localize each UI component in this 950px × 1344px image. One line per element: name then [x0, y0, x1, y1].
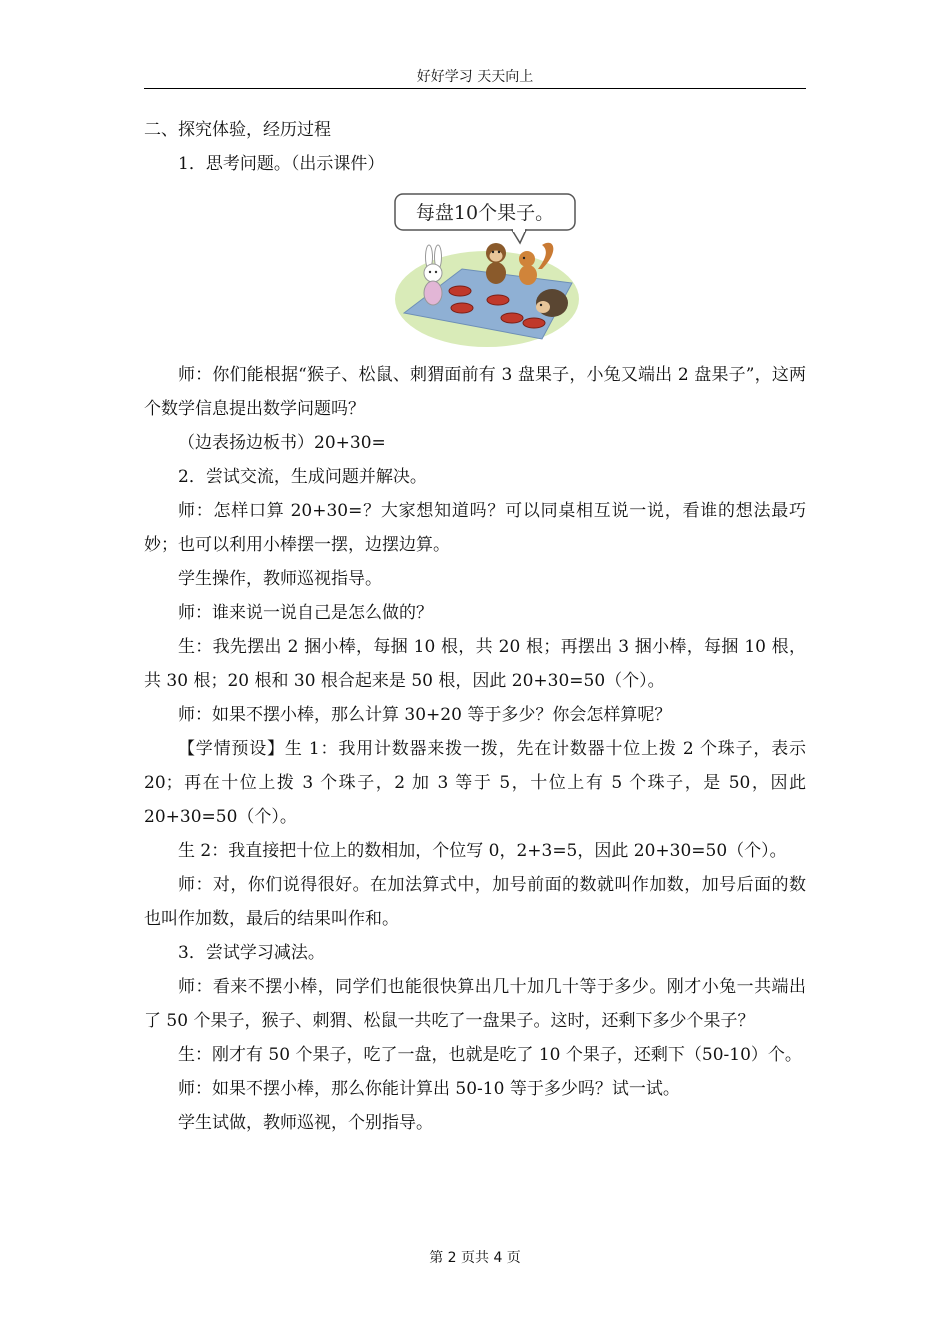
paragraph: 师：如果不摆小棒，那么你能计算出 50-10 等于多少吗？试一试。: [178, 1079, 680, 1099]
page-header: 好好学习 天天向上: [416, 69, 534, 85]
fruit-plate: [451, 303, 473, 313]
fruit-plate: [487, 295, 509, 305]
paragraph: 【学情预设】生 1：我用计数器来拨一拨，先在计数器十位上拨 2 个珠子，表示 20；再在十位上拨 3 个珠子，2 加 3 等于 5，十位上有 5 个珠子，是 50，因此 20+30=50（个）。: [144, 739, 806, 827]
rabbit-figure: [424, 245, 442, 305]
paragraph: 3．尝试学习减法。: [178, 943, 325, 963]
header-rule: [144, 88, 806, 89]
paragraph: 师：怎样口算 20+30=？大家想知道吗？可以同桌相互说一说，看谁的想法最巧妙；也可以利用小棒摆一摆，边摆边算。: [144, 501, 806, 555]
paragraph: 师：如果不摆小棒，那么计算 30+20 等于多少？你会怎样算呢？: [178, 705, 672, 725]
paragraph: 生 2：我直接把十位上的数相加，个位写 0，2+3=5，因此 20+30=50（个）。: [178, 841, 787, 861]
page-footer: 第 2 页共 4 页: [429, 1250, 521, 1266]
paragraph: 师：看来不摆小棒，同学们也能很快算出几十加几十等于多少。刚才小兔一共端出了 50 个果子，猴子、刺猬、松鼠一共吃了一盘果子。这时，还剩下多少个果子？: [144, 977, 806, 1031]
paragraph: 学生操作，教师巡视指导。: [178, 569, 382, 589]
paragraph: （边表扬边板书）20+30=: [178, 433, 386, 453]
fruit-plate: [523, 318, 545, 328]
document-body: [144, 113, 806, 1140]
fruit-plate: [449, 286, 471, 296]
fruit-plate: [501, 313, 523, 323]
paragraph: 生：我先摆出 2 捆小棒，每捆 10 根，共 20 根；再摆出 3 捆小棒，每捆 10 根，共 30 根；20 根和 30 根合起来是 50 根，因此 20+30=50（个）。: [144, 637, 806, 691]
paragraph: 师：你们能根据“猴子、松鼠、刺猬面前有 3 盘果子，小兔又端出 2 盘果子”，这两个数学信息提出数学问题吗？: [144, 365, 806, 419]
speech-bubble-text: 每盘10个果子。: [415, 202, 555, 224]
hedgehog-figure: [536, 289, 568, 317]
bubble-tail-cover: [513, 228, 525, 232]
paragraph: 师：谁来说一说自己是怎么做的？: [178, 603, 433, 623]
courseware-illustration: [144, 191, 806, 349]
paragraph: 生：刚才有 50 个果子，吃了一盘，也就是吃了 10 个果子，还剩下（50-10）个。: [178, 1045, 802, 1065]
animals-picnic-image: [392, 191, 582, 349]
paragraph: 学生试做，教师巡视，个别指导。: [178, 1113, 433, 1133]
paragraph: 2．尝试交流，生成问题并解决。: [178, 467, 427, 487]
section-title: 二、探究体验，经历过程: [144, 120, 331, 140]
paragraph: 1．思考问题。（出示课件）: [178, 154, 385, 174]
paragraph: 师：对，你们说得很好。在加法算式中，加号前面的数就叫作加数，加号后面的数也叫作加数，最后的结果叫作和。: [144, 875, 806, 929]
